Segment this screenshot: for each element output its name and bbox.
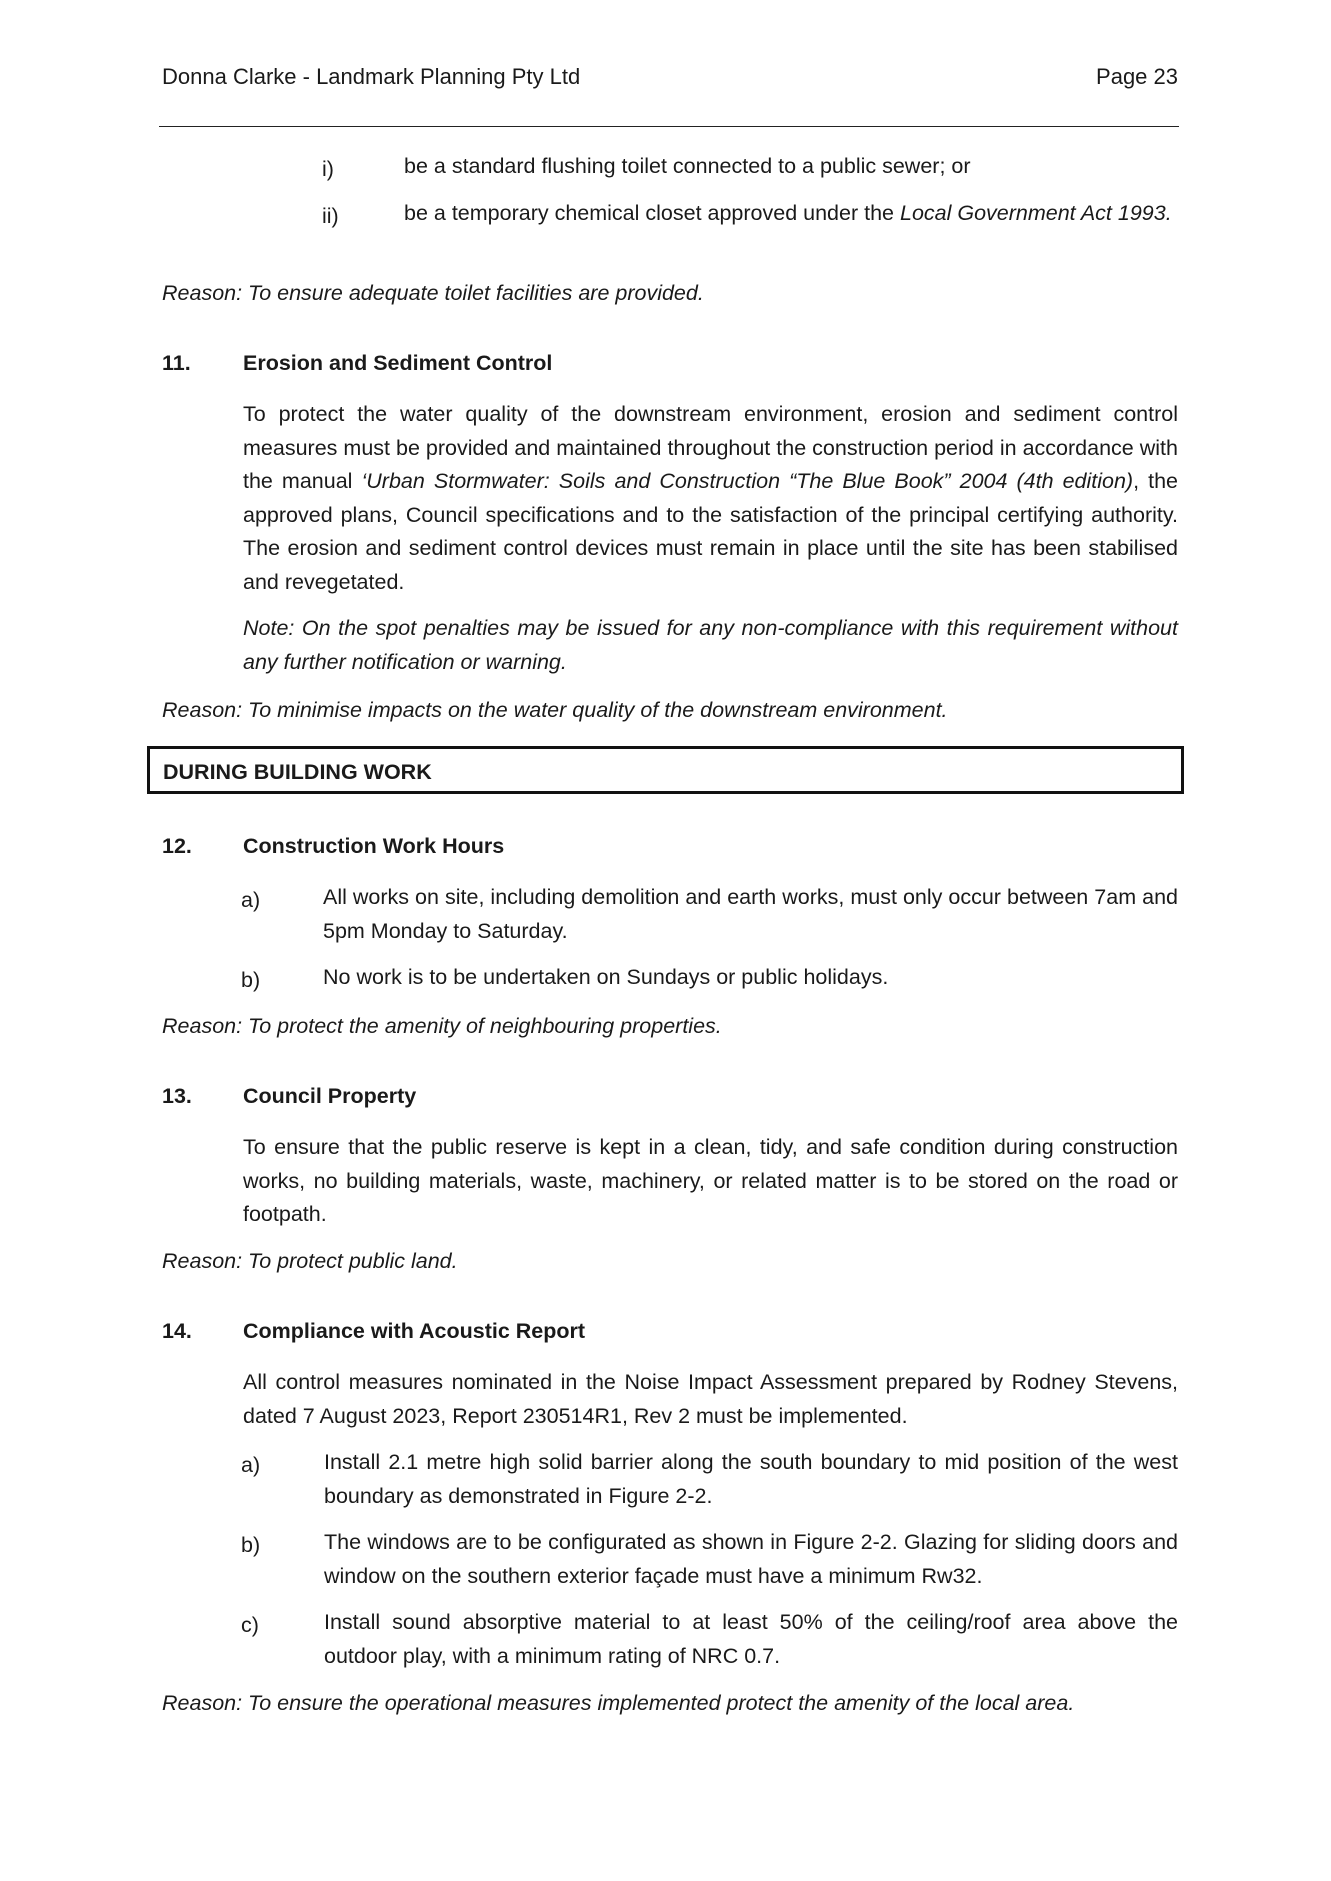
section-title: Construction Work Hours — [243, 834, 505, 858]
phase-heading: DURING BUILDING WORK — [163, 760, 432, 784]
section-body: All control measures nominated in the Noise Impact Assessment prepared by Rodney Stevens, dated 7 August 2023, Report 230514R1, Rev 2 must be implemented. — [243, 1370, 1178, 1428]
reason-text: Reason: To protect the amenity of neighbouring properties. — [162, 1014, 722, 1038]
body-text: To protect the water quality of the downstream environment, erosion and sediment control measures must be provided and maintained throughout the construction period in accordance with the manual — [243, 402, 1178, 493]
list-item-text: Install sound absorptive material to at least 50% of the ceiling/roof area above the outdoor play, with a minimum rating of NRC 0.7. — [324, 1610, 1178, 1668]
section-body — [243, 398, 1178, 599]
section-body: To ensure that the public reserve is kept in a clean, tidy, and safe condition during construction works, no building materials, waste, machinery, or related matter is to be stored on the road or footpath. — [243, 1135, 1178, 1226]
header-rule — [159, 126, 1179, 127]
section-number: 12. — [162, 834, 192, 858]
list-item-label: c) — [241, 1613, 259, 1637]
section-title: Erosion and Sediment Control — [243, 351, 553, 375]
reason-text: Reason: To protect public land. — [162, 1249, 458, 1273]
section-number: 13. — [162, 1084, 192, 1108]
header-author: Donna Clarke - Landmark Planning Pty Ltd — [162, 64, 581, 89]
list-item-text: Install 2.1 metre high solid barrier along the south boundary to mid position of the west boundary as demonstrated in Figure 2-2. — [324, 1450, 1178, 1508]
section-number: 11. — [162, 351, 191, 375]
reason-text: Reason: To minimise impacts on the water quality of the downstream environment. — [162, 698, 948, 722]
list-item-label: a) — [241, 1453, 261, 1477]
body-text: , the approved plans, Council specifications and to the satisfaction of the principal certifying authority. The erosion and sediment control devices must remain in place until the site has been stabilised and revegetated. — [243, 469, 1178, 594]
page-header — [162, 64, 1178, 90]
section-note: Note: On the spot penalties may be issued for any non-compliance with this requirement without any further notification or warning. — [243, 616, 1178, 674]
act-title: Local Government Act 1993. — [899, 201, 1172, 225]
reason-text: Reason: To ensure adequate toilet facilities are provided. — [162, 281, 704, 305]
section-title: Compliance with Acoustic Report — [243, 1319, 586, 1343]
list-item-label: a) — [241, 888, 261, 912]
list-item-text: The windows are to be configurated as shown in Figure 2-2. Glazing for sliding doors and window on the southern exterior façade must have a minimum Rw32. — [324, 1530, 1178, 1588]
list-item-text: All works on site, including demolition and earth works, must only occur between 7am and 5pm Monday to Saturday. — [323, 885, 1178, 943]
reason-text: Reason: To ensure the operational measures implemented protect the amenity of the local area. — [162, 1691, 1075, 1715]
list-item-label: ii) — [322, 204, 339, 228]
manual-title: ‘Urban Stormwater: Soils and Construction “The Blue Book” 2004 (4th edition) — [361, 469, 1134, 493]
list-item-text — [404, 197, 1178, 231]
section-number: 14. — [162, 1319, 192, 1343]
phase-heading-box — [147, 746, 1184, 794]
list-item-text-plain: be a temporary chemical closet approved under the — [404, 201, 900, 225]
list-item-text: No work is to be undertaken on Sundays or public holidays. — [323, 965, 889, 989]
list-item-label: i) — [322, 157, 334, 181]
section-title: Council Property — [243, 1084, 417, 1108]
list-item-label: b) — [241, 1533, 261, 1557]
page-number: Page 23 — [1096, 64, 1178, 89]
list-item-text: be a standard flushing toilet connected to a public sewer; or — [404, 154, 971, 178]
list-item-label: b) — [241, 968, 261, 992]
